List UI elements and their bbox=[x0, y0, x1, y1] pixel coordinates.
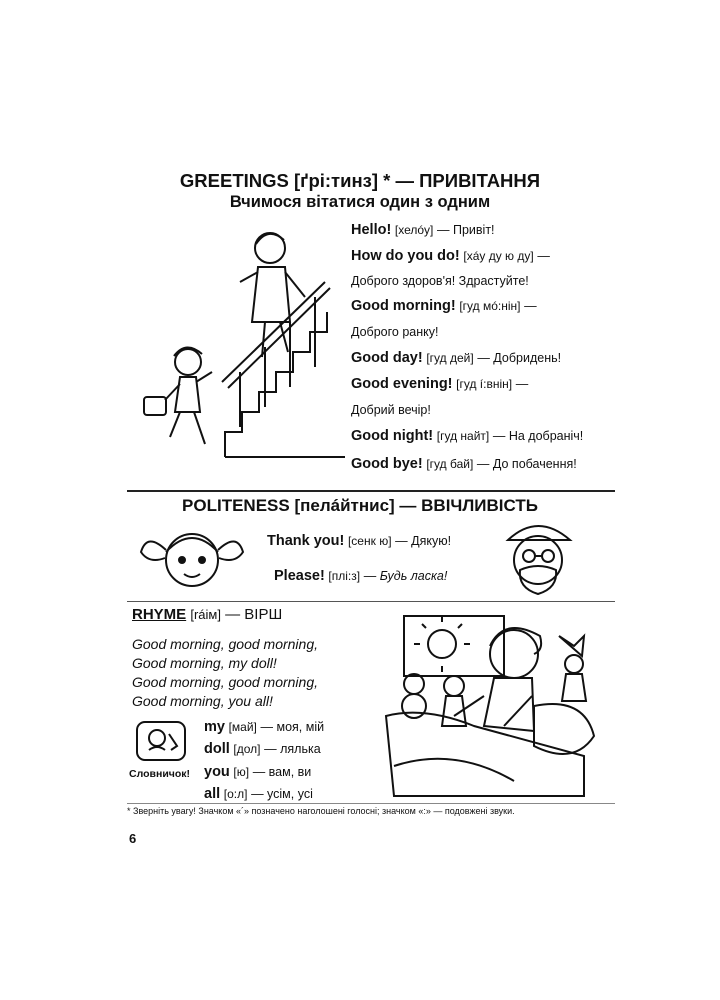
translation: — Будь ласка! bbox=[363, 569, 448, 583]
transcription: [ю] bbox=[233, 765, 250, 779]
greeting-line bbox=[351, 222, 495, 238]
transcription: [дол] bbox=[233, 742, 261, 756]
greeting-line bbox=[351, 248, 550, 264]
translation: — лялька bbox=[264, 742, 321, 756]
transcription: [хелóу] bbox=[394, 223, 434, 237]
greeting-line bbox=[351, 456, 577, 472]
vocab-word: you bbox=[204, 764, 230, 780]
greeting-line bbox=[351, 402, 431, 417]
section-divider bbox=[127, 601, 615, 602]
transcription: [гуд дей] bbox=[426, 351, 474, 365]
transcription: [хáу ду ю ду] bbox=[463, 249, 534, 263]
dictionary-label: Словничок! bbox=[129, 768, 191, 780]
rhyme-heading-en: RHYME bbox=[132, 606, 187, 623]
footnote-rule bbox=[127, 803, 615, 804]
greeting-line bbox=[351, 428, 583, 444]
translation: — До побачення! bbox=[476, 457, 577, 471]
translation: — bbox=[537, 249, 550, 263]
girl-with-toys-illustration bbox=[384, 606, 604, 798]
greeting-line bbox=[351, 350, 561, 366]
english-phrase: Hello! bbox=[351, 222, 392, 238]
translation: — Привіт! bbox=[437, 223, 495, 237]
english-phrase: Good day! bbox=[351, 350, 423, 366]
transcription: [о:л] bbox=[223, 787, 248, 801]
english-phrase: Good morning! bbox=[351, 298, 456, 314]
translation: Доброго ранку! bbox=[351, 325, 439, 339]
rhyme-heading-transcription: [ráім] bbox=[190, 607, 221, 622]
greetings-title: GREETINGS [ґрі:тинз] * — ПРИВІТАННЯ bbox=[179, 170, 541, 191]
rhyme-line: Good morning, good morning, bbox=[132, 636, 318, 652]
rhyme-line: Good morning, good morning, bbox=[132, 674, 318, 690]
translation: — На добраніч! bbox=[492, 429, 584, 443]
transcription: [гуд бай] bbox=[426, 457, 474, 471]
translation: Доброго здоров'я! Здрастуйте! bbox=[351, 274, 529, 288]
english-phrase: Good night! bbox=[351, 428, 434, 444]
translation: — Добридень! bbox=[477, 351, 562, 365]
english-phrase: Please! bbox=[274, 568, 325, 584]
translation: Добрий вечір! bbox=[351, 403, 431, 417]
politeness-line-please bbox=[274, 568, 447, 584]
old-man-face-illustration bbox=[498, 512, 580, 598]
transcription: [гуд найт] bbox=[436, 429, 490, 443]
vocab-word: all bbox=[204, 786, 221, 802]
vocab-item bbox=[204, 719, 324, 735]
translation: — моя, мій bbox=[260, 720, 325, 734]
english-phrase: Thank you! bbox=[267, 533, 345, 549]
translation: — усім, усі bbox=[251, 787, 313, 801]
footnote: * Зверніть увагу! Значком «´» позначено наголошені голосні; значком «:» — подовжені звуки. bbox=[127, 806, 515, 816]
greeting-line bbox=[351, 298, 537, 314]
dictionary-icon bbox=[133, 720, 189, 764]
translation: — вам, ви bbox=[252, 765, 312, 779]
english-phrase: Good evening! bbox=[351, 376, 453, 392]
vocab-word: my bbox=[204, 719, 225, 735]
rhyme-line: Good morning, you all! bbox=[132, 693, 273, 709]
vocab-item bbox=[204, 786, 313, 802]
translation: — Дякую! bbox=[395, 534, 452, 548]
politeness-line-thanks bbox=[267, 533, 451, 549]
transcription: [гуд мó:нін] bbox=[459, 299, 521, 313]
translation: — bbox=[515, 377, 529, 391]
transcription: [гуд í:внін] bbox=[456, 377, 513, 391]
rhyme-heading bbox=[132, 606, 282, 623]
greeting-line bbox=[351, 273, 529, 288]
section-divider bbox=[127, 490, 615, 492]
vocab-item bbox=[204, 764, 311, 780]
stairs-family-illustration bbox=[130, 222, 345, 462]
vocab-word: doll bbox=[204, 741, 230, 757]
transcription: [май] bbox=[228, 720, 257, 734]
rhyme-line: Good morning, my doll! bbox=[132, 655, 277, 671]
page-number: 6 bbox=[129, 831, 137, 846]
english-phrase: How do you do! bbox=[351, 248, 460, 264]
rhyme-heading-ua: — ВІРШ bbox=[225, 606, 283, 623]
politeness-title: POLITENESS [пелáйтнис] — ВВІЧЛИВІСТЬ bbox=[182, 496, 538, 515]
greeting-line bbox=[351, 324, 438, 339]
transcription: [плі:з] bbox=[328, 569, 361, 583]
translation: — bbox=[524, 299, 537, 313]
transcription: [сенк ю] bbox=[347, 534, 392, 548]
english-phrase: Good bye! bbox=[351, 456, 423, 472]
greeting-line bbox=[351, 376, 528, 392]
vocab-item bbox=[204, 741, 321, 757]
girl-face-illustration bbox=[137, 522, 247, 594]
greetings-subtitle: Вчимося вітатися один з одним bbox=[229, 193, 491, 211]
